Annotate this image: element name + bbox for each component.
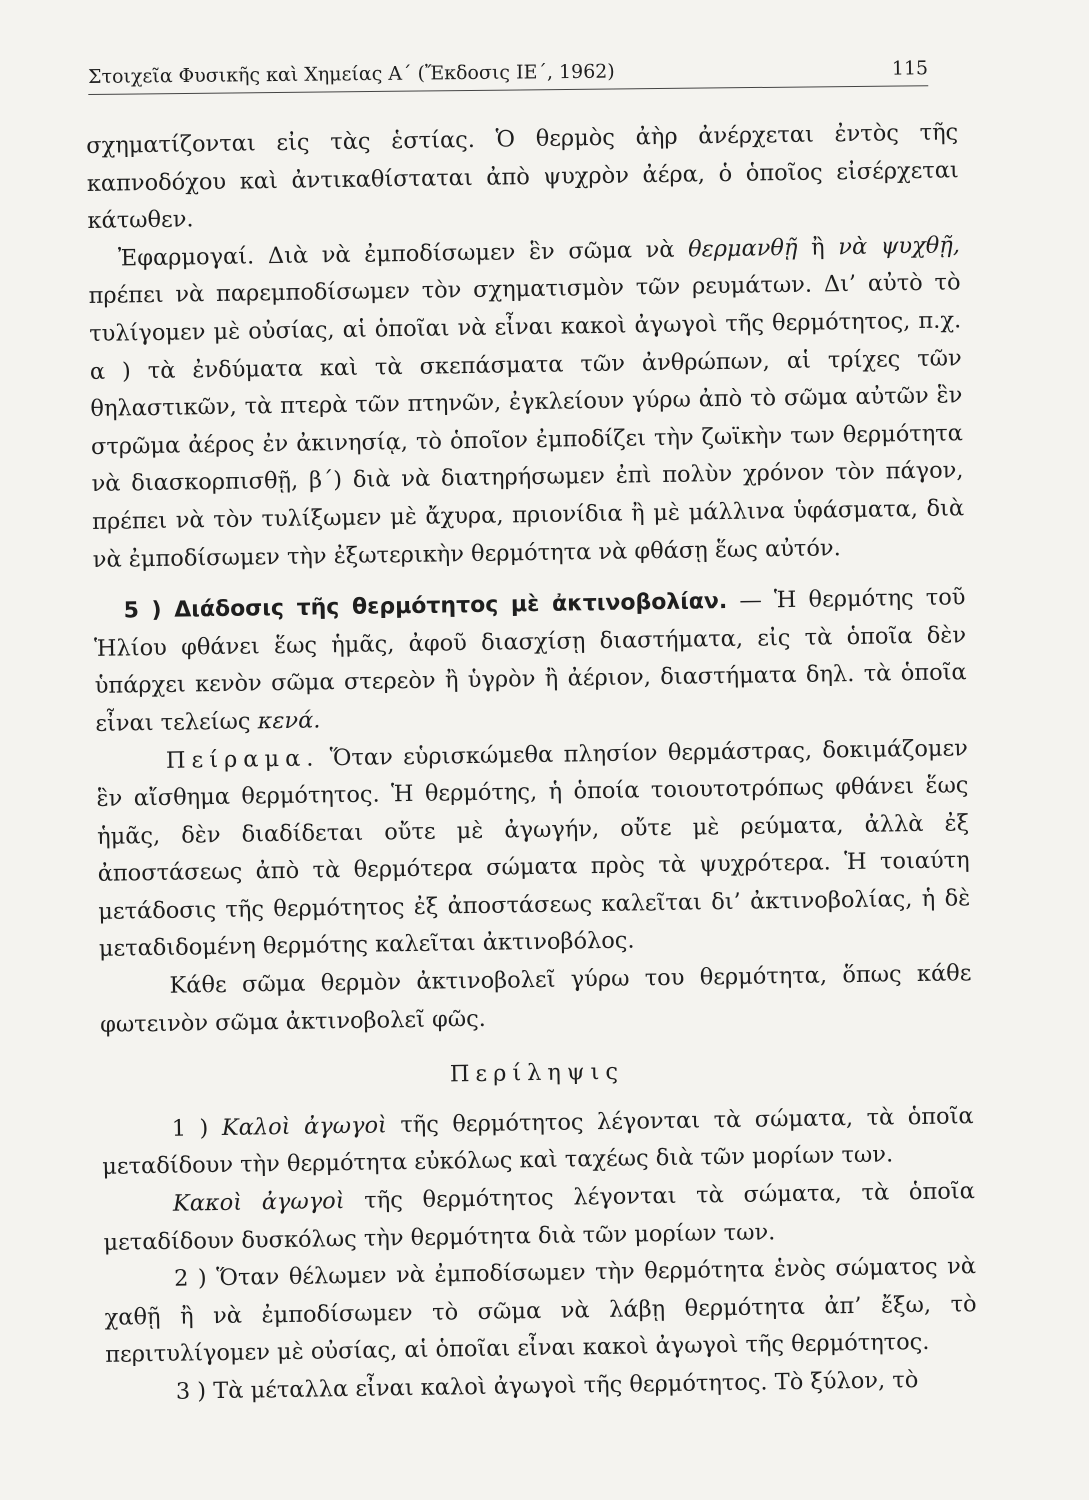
summary-item-3: 3 ) Τὰ μέταλλα εἶναι καλοὶ ἀγωγοὶ τῆς θερμότητος. Τὸ ξύλον, τὸ [175, 1367, 919, 1405]
running-header [88, 57, 928, 95]
radiation-text: — Ἡ θερμότης τοῦ Ἡλίου φθάνει ἕως ἡμᾶς, ἀφοῦ διασχίσῃ διαστήματα, εἰς τὰ ὁποῖα δὲν ὑπάρχει κενὸν σῶμα στερεὸν ἢ ὑγρὸν ἢ ἀέριον, διαστήματα δηλ. τὰ ὁποῖα εἶναι τελείως [93, 584, 967, 737]
experiment-label: Πείραμα. [165, 744, 320, 774]
summary-1b-italic: Κακοὶ ἀγωγοὶ [172, 1188, 345, 1217]
applications-text-c: πρέπει νὰ παρεμποδίσωμεν τὸν σχηματισμὸν τῶν ρευμάτων. Δι’ αὐτὸ τὸ τυλίγομεν μὲ οὐσίας, αἱ ὁποῖαι νὰ εἶναι κακοὶ ἀγωγοὶ τῆς θερμότητος, π.χ. α ) τὰ ἐνδύματα καὶ τὰ σκεπάσματα τῶν ἀνθρώπων, αἱ τρίχες τῶν θηλαστικῶν, τὰ πτερὰ τῶν πτηνῶν, ἐγκλείουν γύρω ἀπὸ τὸ σῶμα αὐτῶν ἓν στρῶμα ἀέρος ἐν ἀκινησίᾳ, τὸ ὁποῖον ἐμποδίζει τὴν ζωϊκὴν των θερμότητα νὰ διασκορπισθῇ, β΄) διὰ νὰ διατηρήσωμεν ἐπὶ πολὺν χρόνον τὸν πάγον, πρέπει νὰ τὸν τυλίξωμεν μὲ ἄχυρα, πριονίδια ἢ μὲ μάλλινα ὑφάσματα, διὰ νὰ ἐμποδίσωμεν τὴν ἐξωτερικὴν θερμότητα νὰ φθάσῃ ἕως αὐτόν. [88, 269, 965, 573]
applications-italic-heated: θερμανθῇ [687, 234, 798, 263]
summary-1-italic: Καλοὶ ἀγωγοὶ [221, 1112, 388, 1141]
section-title-radiation: 5 ) Διάδοσις τῆς θερμότητος μὲ ἀκτινοβολίαν. [123, 589, 728, 624]
summary-heading: Περίληψις [449, 1058, 625, 1088]
page-number: 115 [891, 57, 929, 80]
summary-item-1b [103, 1173, 976, 1262]
applications-label: Ἐφαρμογαί. [117, 243, 255, 272]
paragraph-radiation [93, 579, 967, 743]
applications-text-b: ἢ [797, 233, 839, 261]
summary-item-1 [101, 1098, 974, 1187]
experiment-text: Ὅταν εὑρισκώμεθα πλησίον θερμάστρας, δοκιμάζομεν ἓν αἴσθημα θερμότητος. Ἡ θερμότης, ἡ ὁποία τοιουτοτρόπως φθάνει ἕως ἡμᾶς, δὲν διαδίδεται οὔτε μὲ ἀγωγήν, οὔτε μὲ ρεύματα, ἀλλὰ ἐξ ἀποστάσεως ἀπὸ τὰ θερμότερα σώματα πρὸς τὰ ψυχρότερα. Ἡ τοιαύτη μετάδοσις τῆς θερμότητος ἐξ ἀποστάσεως καλεῖται δι’ ἀκτινοβολίας, ἡ δὲ μεταδιδομένη θερμότης καλεῖται ἀκτινοβόλος. [96, 734, 971, 963]
paragraph-every-body: Κάθε σῶμα θερμὸν ἀκτινοβολεῖ γύρω του θερμότητα, ὅπως κάθε φωτεινὸν σῶμα ἀκτινοβολεῖ φῶς. [99, 960, 972, 1038]
applications-italic-cooled: νὰ ψυχθῇ, [838, 232, 961, 260]
summary-1-number: 1 ) [171, 1114, 223, 1142]
summary-1b-text: τῆς θερμότητος λέγονται τὰ σώματα, τὰ ὁποῖα μεταδίδουν δυσκόλως τὴν θερμότητα διὰ τῶν μορίων των. [103, 1178, 976, 1256]
paragraph-experiment [96, 730, 971, 969]
paragraph-chimney: σχηματίζονται εἰς τὰς ἑστίας. Ὁ θερμὸς ἀὴρ ἀνέρχεται ἐντὸς τῆς καπνοδόχου καὶ ἀντικαθίσταται ἀπὸ ψυχρὸν ἀέρα, ὁ ὁποῖος εἰσέρχεται κάτωθεν. [86, 119, 959, 235]
summary-1-text: τῆς θερμότητος λέγονται τὰ σώματα, τὰ ὁποῖα μεταδίδουν τὴν θερμότητα εὐκόλως καὶ ταχέως διὰ τῶν μορίων των. [102, 1103, 974, 1181]
running-title: Στοιχεῖα Φυσικῆς καὶ Χημείας Α΄ (Ἔκδοσις ΙΕ΄, 1962) [88, 60, 615, 88]
paragraph-applications [88, 227, 965, 579]
summary-item-2: 2 ) Ὅταν θέλωμεν νὰ ἐμποδίσωμεν τὴν θερμότητα ἑνὸς σώματος νὰ χαθῇ ἢ νὰ ἐμποδίσωμεν τὸ σῶμα νὰ λάβῃ θερμότητα ἀπ’ ἔξω, τὸ περιτυλίγομεν μὲ οὐσίας, αἱ ὁποῖαι εἶναι κακοὶ ἀγωγοὶ τῆς θερμότητος. [104, 1253, 977, 1369]
applications-text-a: Διὰ νὰ ἐμποδίσωμεν ἓν σῶμα νὰ [253, 236, 689, 270]
page-body [86, 114, 978, 1412]
radiation-italic-empty: κενά. [257, 707, 321, 735]
